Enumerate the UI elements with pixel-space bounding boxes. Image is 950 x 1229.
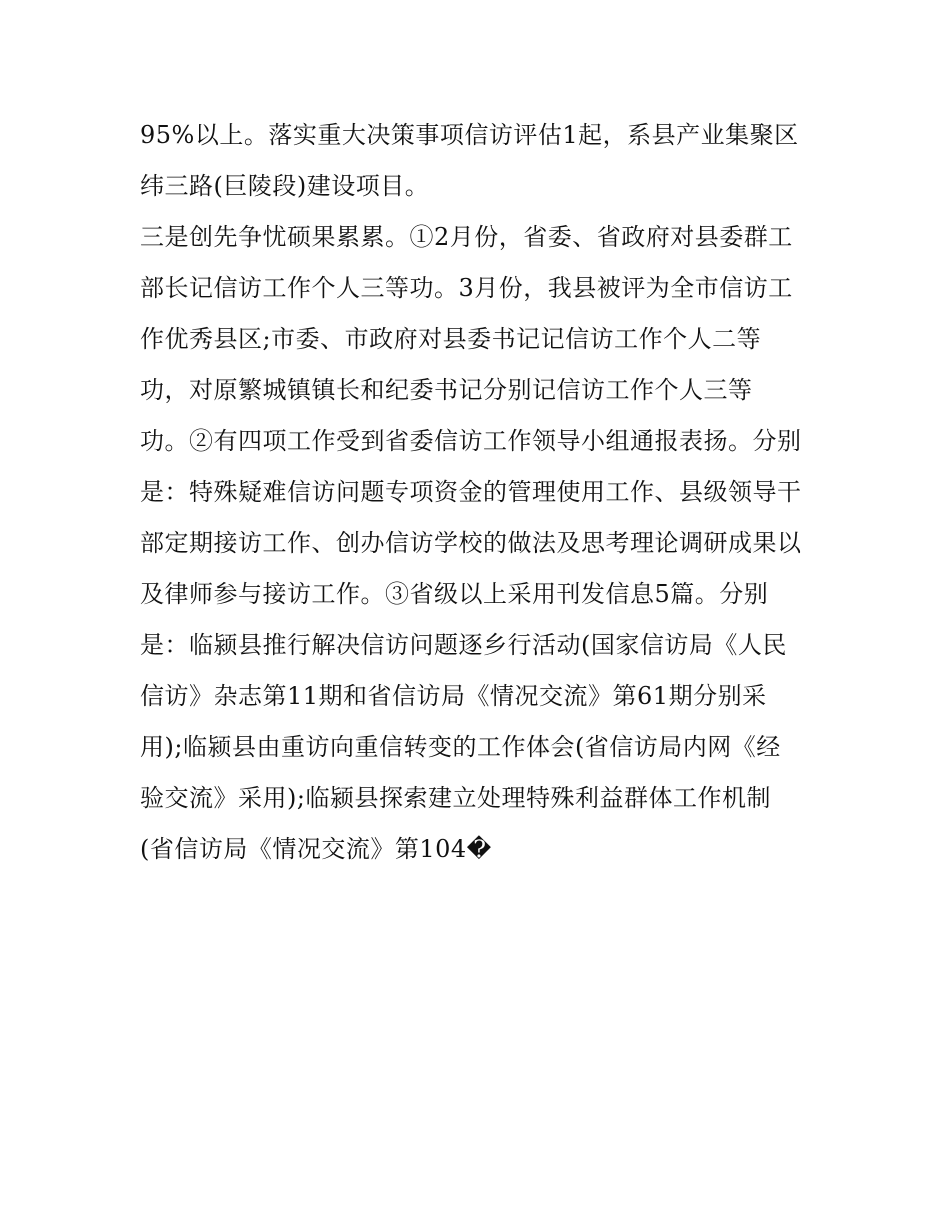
text-line: 是：特殊疑难信访问题专项资金的管理使用工作、县级领导干: [140, 478, 802, 506]
text-line: 三是创先争忧硕果累累。①2月份，省委、省政府对县委群工: [140, 223, 793, 251]
text-line: 纬三路(巨陵段)建设项目。: [140, 172, 430, 200]
text-line: 是：临颍县推行解决信访问题逐乡行活动(国家信访局《人民: [140, 631, 787, 659]
text-line: 95%以上。落实重大决策事项信访评估1起，系县产业集聚区: [140, 121, 799, 149]
text-line: 作优秀县区;市委、市政府对县委书记记信访工作个人二等: [140, 325, 762, 353]
text-line: 信访》杂志第11期和省信访局《情况交流》第61期分别采: [140, 682, 767, 710]
text-line: 及律师参与接访工作。③省级以上采用刊发信息5篇。分别: [140, 580, 769, 608]
text-line: 部定期接访工作、创办信访学校的做法及思考理论调研成果以: [140, 529, 802, 557]
body-text: [140, 110, 830, 875]
text-line: 部长记信访工作个人三等功。3月份，我县被评为全市信访工: [140, 274, 793, 302]
text-line: 验交流》采用);临颍县探索建立处理特殊利益群体工作机制: [140, 784, 771, 812]
text-line: (省信访局《情况交流》第104�: [140, 835, 492, 863]
text-line: 功。②有四项工作受到省委信访工作领导小组通报表扬。分别: [140, 427, 802, 455]
text-line: 用);临颍县由重访向重信转变的工作体会(省信访局内网《经: [140, 733, 781, 761]
text-line: 功，对原繁城镇镇长和纪委书记分别记信访工作个人三等: [140, 376, 753, 404]
